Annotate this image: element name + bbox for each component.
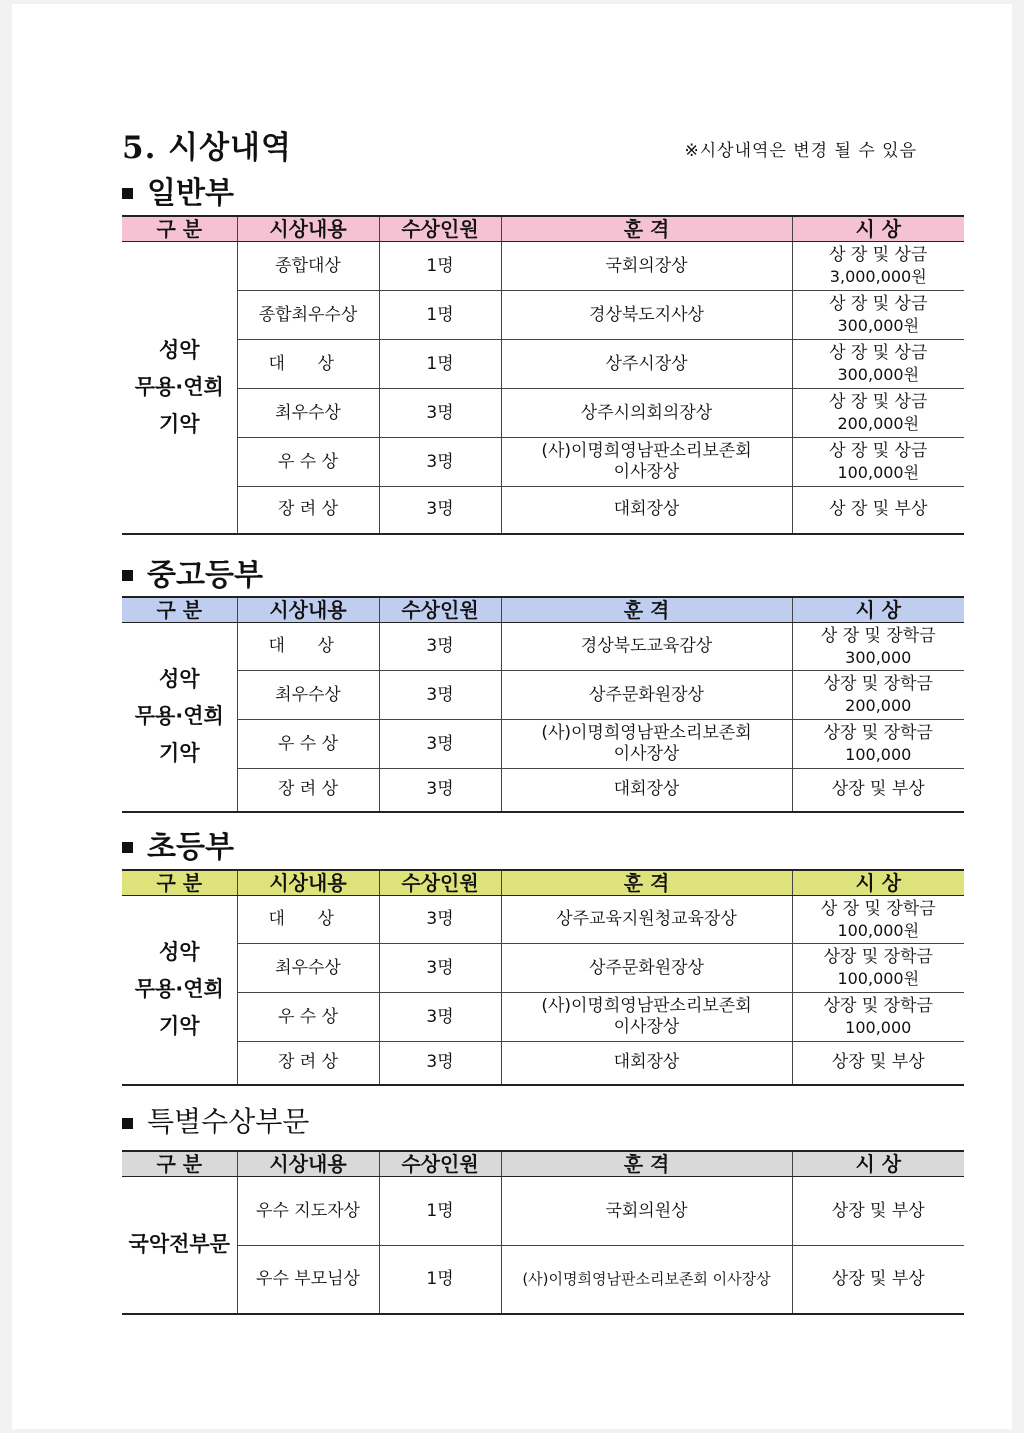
count-cell: 3명 xyxy=(379,896,501,944)
award-cell: 대 상 xyxy=(237,623,379,671)
honor-line: 이사장상 xyxy=(613,462,680,482)
awards-table-elementary xyxy=(122,869,964,1086)
category-line: 성악 xyxy=(158,667,200,692)
bullet-square-icon xyxy=(122,842,133,853)
prize-amount: 3,000,000원 xyxy=(829,267,927,286)
prize-amount: 100,000 xyxy=(845,745,912,764)
honor-cell: 경상북도지사상 xyxy=(501,291,792,340)
honor-line: 이사장상 xyxy=(613,744,680,764)
table-row xyxy=(122,1177,964,1246)
count-cell: 3명 xyxy=(379,720,501,769)
table-row xyxy=(122,242,964,291)
prize-cell xyxy=(792,389,964,438)
section-title-general xyxy=(122,168,234,212)
honor-cell: 대회장상 xyxy=(501,769,792,812)
prize-amount: 100,000원 xyxy=(837,463,920,482)
prize-line: 상장 및 장학금 xyxy=(823,996,933,1016)
section-title-text: 특별수상부문 xyxy=(147,1105,310,1138)
prize-cell xyxy=(792,438,964,487)
award-cell: 우 수 상 xyxy=(237,438,379,487)
honor-cell: 경상북도교육감상 xyxy=(501,623,792,671)
honor-line: (사)이명희영남판소리보존회 xyxy=(541,441,752,461)
header-honor: 훈 격 xyxy=(501,1151,792,1177)
prize-cell xyxy=(792,720,964,769)
prize-line: 상 장 및 상금 xyxy=(829,392,928,412)
prize-amount: 200,000원 xyxy=(837,414,920,433)
count-cell: 3명 xyxy=(379,671,501,720)
prize-cell xyxy=(792,944,964,993)
bullet-square-icon xyxy=(122,570,133,581)
table-row xyxy=(122,340,964,389)
count-cell: 3명 xyxy=(379,944,501,993)
header-count: 수상인원 xyxy=(379,216,501,242)
prize-amount: 300,000원 xyxy=(837,316,920,335)
prize-cell: 상장 및 부상 xyxy=(792,1177,964,1246)
honor-cell: (사)이명희영남판소리보존회 이사장상 xyxy=(501,1246,792,1314)
count-cell: 3명 xyxy=(379,438,501,487)
header-category: 구 분 xyxy=(122,216,237,242)
award-cell: 최우수상 xyxy=(237,944,379,993)
header-category: 구 분 xyxy=(122,870,237,896)
header-award: 시상내용 xyxy=(237,216,379,242)
category-cell xyxy=(122,242,237,534)
honor-line: 이사장상 xyxy=(613,1017,680,1037)
award-cell: 우수 부모님상 xyxy=(237,1246,379,1314)
prize-cell xyxy=(792,896,964,944)
prize-cell xyxy=(792,291,964,340)
table-header-row xyxy=(122,1151,964,1177)
section-title-text: 초등부 xyxy=(147,830,234,865)
prize-amount: 100,000원 xyxy=(837,969,920,988)
header-honor: 훈 격 xyxy=(501,216,792,242)
table-row xyxy=(122,1042,964,1085)
section-title-elementary xyxy=(122,822,234,866)
prize-cell: 상장 및 부상 xyxy=(792,769,964,812)
table-row xyxy=(122,720,964,769)
honor-cell: 상주문화원장상 xyxy=(501,671,792,720)
count-cell: 3명 xyxy=(379,769,501,812)
award-cell: 최우수상 xyxy=(237,671,379,720)
award-cell: 장 려 상 xyxy=(237,769,379,812)
header-prize: 시 상 xyxy=(792,1151,964,1177)
header-count: 수상인원 xyxy=(379,597,501,623)
count-cell: 1명 xyxy=(379,291,501,340)
table-row xyxy=(122,944,964,993)
category-cell xyxy=(122,896,237,1085)
document-title: 5. 시상내역 xyxy=(122,130,292,166)
honor-cell: 국회의원상 xyxy=(501,1177,792,1246)
table-row xyxy=(122,896,964,944)
table-row xyxy=(122,769,964,812)
prize-amount: 100,000원 xyxy=(837,920,920,940)
header-count: 수상인원 xyxy=(379,870,501,896)
table-row xyxy=(122,993,964,1042)
prize-cell: 상장 및 부상 xyxy=(792,1246,964,1314)
prize-line: 상 장 및 장학금 xyxy=(820,898,936,919)
category-line: 국악전부문 xyxy=(128,1232,230,1257)
prize-cell xyxy=(792,623,964,671)
prize-amount: 300,000 xyxy=(845,647,912,667)
prize-cell xyxy=(792,242,964,291)
count-cell: 3명 xyxy=(379,993,501,1042)
table-row xyxy=(122,291,964,340)
table-row xyxy=(122,389,964,438)
change-notice: ※시상내역은 변경 될 수 있음 xyxy=(684,141,917,161)
header-count: 수상인원 xyxy=(379,1151,501,1177)
header-award: 시상내용 xyxy=(237,870,379,896)
award-cell: 대 상 xyxy=(237,340,379,389)
header-prize: 시 상 xyxy=(792,597,964,623)
count-cell: 1명 xyxy=(379,242,501,291)
prize-line: 상 장 및 상금 xyxy=(829,245,928,265)
honor-cell: 대회장상 xyxy=(501,487,792,534)
count-cell: 1명 xyxy=(379,1177,501,1246)
category-cell xyxy=(122,623,237,812)
prize-line: 상장 및 장학금 xyxy=(823,947,933,967)
prize-cell: 상장 및 부상 xyxy=(792,1042,964,1085)
table-row xyxy=(122,623,964,671)
table-header-row xyxy=(122,216,964,242)
prize-line: 상장 및 장학금 xyxy=(823,723,933,743)
header-honor: 훈 격 xyxy=(501,597,792,623)
honor-cell: 대회장상 xyxy=(501,1042,792,1085)
prize-line: 상 장 및 상금 xyxy=(829,294,928,314)
header-prize: 시 상 xyxy=(792,870,964,896)
honor-cell: 상주문화원장상 xyxy=(501,944,792,993)
awards-table-special xyxy=(122,1150,964,1315)
honor-cell: 국회의장상 xyxy=(501,242,792,291)
table-row xyxy=(122,487,964,534)
prize-amount: 200,000 xyxy=(845,696,912,715)
category-line: 무용·연희 xyxy=(134,704,224,729)
awards-table-general xyxy=(122,215,964,535)
prize-line: 상 장 및 상금 xyxy=(829,441,928,461)
prize-amount: 100,000 xyxy=(845,1018,912,1037)
category-line: 성악 xyxy=(158,337,200,362)
honor-cell: 상주교육지원청교육장상 xyxy=(501,896,792,944)
award-cell: 우수 지도자상 xyxy=(237,1177,379,1246)
count-cell: 3명 xyxy=(379,487,501,534)
award-cell: 종합최우수상 xyxy=(237,291,379,340)
count-cell: 1명 xyxy=(379,1246,501,1314)
header-category: 구 분 xyxy=(122,597,237,623)
honor-cell xyxy=(501,438,792,487)
bullet-square-icon xyxy=(122,1118,133,1129)
prize-line: 상 장 및 장학금 xyxy=(820,625,936,646)
header-award: 시상내용 xyxy=(237,1151,379,1177)
prize-cell: 상 장 및 부상 xyxy=(792,487,964,534)
table-row xyxy=(122,671,964,720)
header-category: 구 분 xyxy=(122,1151,237,1177)
section-title-secondary xyxy=(122,550,263,594)
category-line: 무용·연희 xyxy=(134,977,224,1002)
category-line: 무용·연희 xyxy=(134,374,224,399)
header-award: 시상내용 xyxy=(237,597,379,623)
table-row xyxy=(122,438,964,487)
table-row xyxy=(122,1246,964,1314)
prize-cell xyxy=(792,671,964,720)
award-cell: 종합대상 xyxy=(237,242,379,291)
count-cell: 3명 xyxy=(379,1042,501,1085)
section-title-text: 일반부 xyxy=(147,176,234,211)
section-title-text: 중고등부 xyxy=(147,558,263,593)
awards-table-secondary xyxy=(122,596,964,813)
honor-line: (사)이명희영남판소리보존회 xyxy=(541,723,752,743)
category-line: 기악 xyxy=(158,741,200,766)
award-cell: 대 상 xyxy=(237,896,379,944)
honor-line: (사)이명희영남판소리보존회 xyxy=(541,996,752,1016)
award-cell: 우 수 상 xyxy=(237,720,379,769)
category-cell xyxy=(122,1177,237,1314)
prize-amount: 300,000원 xyxy=(837,365,920,384)
count-cell: 1명 xyxy=(379,340,501,389)
honor-cell: 상주시장상 xyxy=(501,340,792,389)
honor-cell: 상주시의회의장상 xyxy=(501,389,792,438)
header-honor: 훈 격 xyxy=(501,870,792,896)
table-header-row xyxy=(122,597,964,623)
honor-cell xyxy=(501,993,792,1042)
section-title-special xyxy=(122,1100,309,1140)
prize-line: 상장 및 장학금 xyxy=(823,674,933,694)
category-line: 성악 xyxy=(158,940,200,965)
prize-cell xyxy=(792,340,964,389)
award-cell: 장 려 상 xyxy=(237,487,379,534)
bullet-square-icon xyxy=(122,188,133,199)
category-line: 기악 xyxy=(158,411,200,436)
count-cell: 3명 xyxy=(379,389,501,438)
prize-line: 상 장 및 상금 xyxy=(829,343,928,363)
honor-cell xyxy=(501,720,792,769)
award-cell: 장 려 상 xyxy=(237,1042,379,1085)
award-cell: 우 수 상 xyxy=(237,993,379,1042)
award-cell: 최우수상 xyxy=(237,389,379,438)
header-prize: 시 상 xyxy=(792,216,964,242)
document-page xyxy=(12,4,1012,1429)
prize-cell xyxy=(792,993,964,1042)
category-line: 기악 xyxy=(158,1014,200,1039)
table-header-row xyxy=(122,870,964,896)
count-cell: 3명 xyxy=(379,623,501,671)
